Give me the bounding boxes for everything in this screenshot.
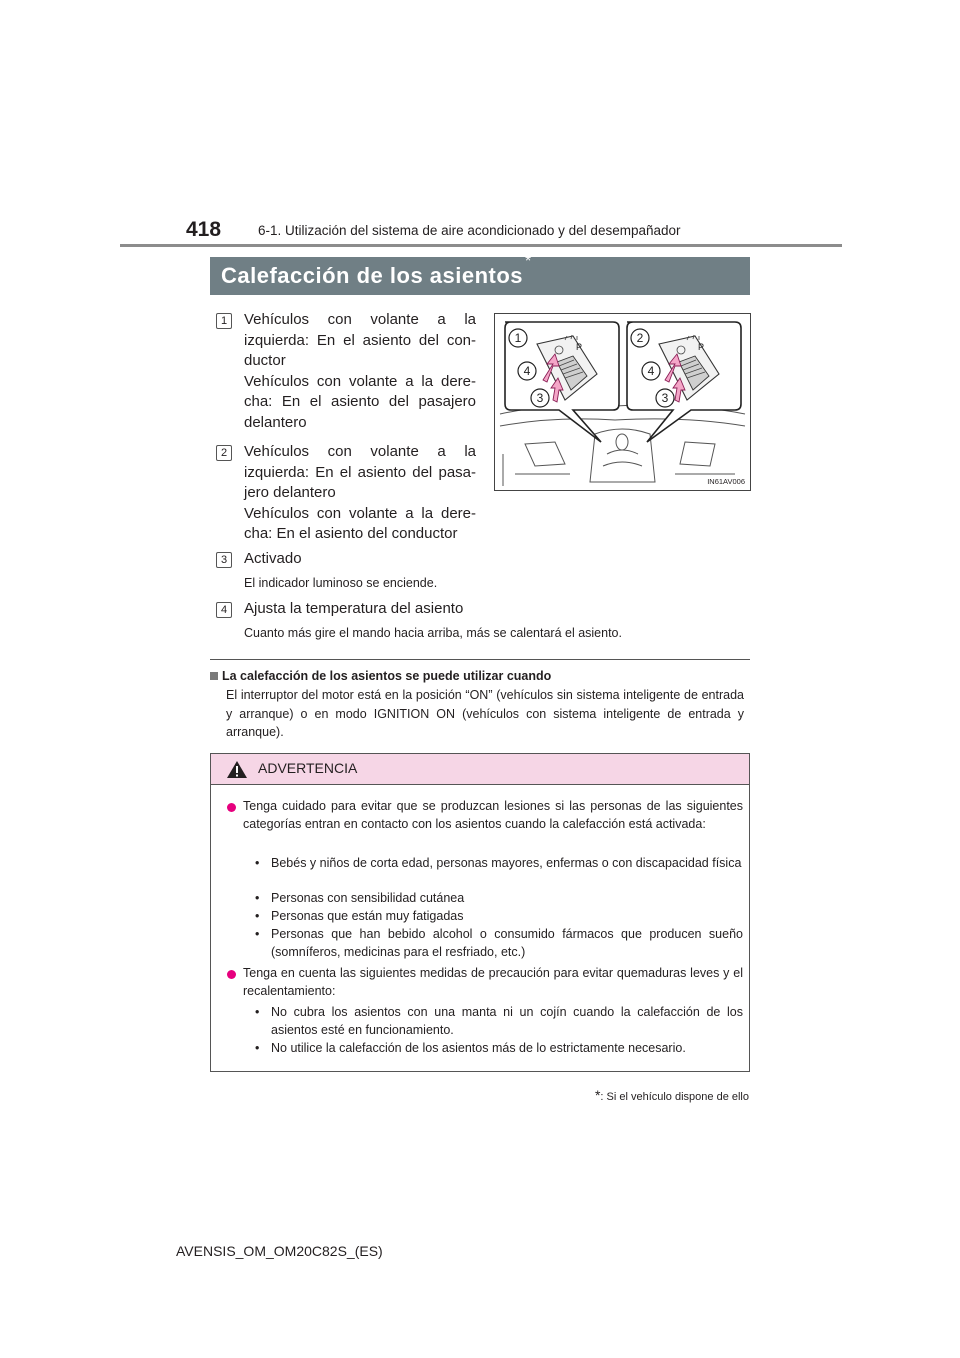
callout-number: 4 (647, 364, 655, 378)
item-4-note: Cuanto más gire el mando hacia arriba, más se calentará el asiento. (244, 626, 622, 640)
warning-box (210, 753, 750, 1072)
warning-bullet: • No cubra los asientos con una manta ni un cojín cuando la calefacción de los asientos esté en funcionamiento. (255, 1005, 743, 1037)
bullet-dot-icon (227, 970, 236, 979)
seat-heater-illustration (494, 313, 751, 491)
item-3-note: El indicador luminoso se enciende. (244, 576, 438, 590)
warning-paragraph-2: Tenga en cuenta las siguientes medidas de precaución para evitar quemaduras leves y el recalentamiento: (243, 966, 743, 998)
item-number-badge: 4 (216, 602, 232, 618)
info-heading (210, 669, 551, 683)
warning-bullet: • Personas que han bebido alcohol o consumido fármacos que producen sueño (somníferos, medicinas para el resfriado, etc.) (255, 927, 743, 959)
section-header: 6-1. Utilización del sistema de aire acondicionado y del desempañador (258, 223, 681, 238)
page-title: Calefacción de los asientos (221, 263, 524, 288)
footnote-asterisk: * (594, 1087, 601, 1103)
title-asterisk: * (525, 253, 532, 270)
info-heading-text: La calefacción de los asientos se puede utilizar cuando (222, 669, 552, 683)
knob-letter: P (575, 342, 583, 352)
footnote (595, 1087, 749, 1103)
warning-paragraph-1: Tenga cuidado para evitar que se produzcan lesiones si las personas de las siguientes categorías entran en contacto con los asientos cuando la calefacción está activada: (243, 799, 743, 831)
warning-bullet: • Bebés y niños de corta edad, personas mayores, enfermas o con discapacidad física (255, 856, 742, 870)
section-divider (210, 659, 750, 660)
callout-number: 4 (523, 364, 531, 378)
figure-code: IN61AV006 (707, 477, 745, 486)
bullet-dot-icon (227, 803, 236, 812)
item-number-badge: 3 (216, 552, 232, 568)
warning-triangle-icon (226, 760, 248, 779)
item-2-line-2: Vehículos con volante a la dere-cha: En el asiento del conductor (244, 504, 476, 542)
warning-bullet: • Personas que están muy fatigadas (255, 909, 464, 923)
knob-letter: P (697, 342, 705, 352)
callout-number: 3 (661, 391, 669, 405)
warning-bullet: • Personas con sensibilidad cutánea (255, 891, 465, 905)
page-number: 418 (186, 218, 222, 241)
item-number-badge: 1 (216, 313, 232, 329)
header-rule (120, 244, 842, 247)
item-1-text (244, 310, 476, 433)
item-number-badge: 2 (216, 445, 232, 461)
item-1-line-2: Vehículos con volante a la dere-cha: En el asiento del pasajero delantero (244, 372, 476, 431)
item-2-line-1: Vehículos con volante a la izquierda: En el asiento del pasa-jero delantero (244, 443, 476, 501)
callout-number: 3 (536, 391, 544, 405)
footnote-text: : Si el vehículo dispone de ello (600, 1091, 749, 1103)
warning-bullet: • No utilice la calefacción de los asientos más de lo estrictamente necesario. (255, 1041, 686, 1055)
item-4-text: Ajusta la temperatura del asiento (244, 600, 464, 617)
item-3-text: Activado (244, 550, 302, 567)
callout-number: 2 (636, 331, 644, 345)
warning-title: ADVERTENCIA (258, 760, 358, 776)
warning-header (211, 754, 749, 785)
info-body: El interruptor del motor está en la posición “ON” (vehículos sin sistema inteligente de entrada y arranque) o en modo IGNITION ON (vehículos con sistema inteligente de entrada y arranque). (226, 688, 744, 739)
manual-code: AVENSIS_OM_OM20C82S_(ES) (176, 1243, 383, 1259)
title-bar (210, 253, 750, 295)
dashboard-drawing (495, 314, 750, 490)
item-1-line-1: Vehículos con volante a la izquierda: En el asiento del con-ductor (244, 311, 476, 369)
callout-number: 1 (514, 331, 522, 345)
item-2-text (244, 442, 476, 545)
square-bullet-icon (210, 672, 218, 680)
